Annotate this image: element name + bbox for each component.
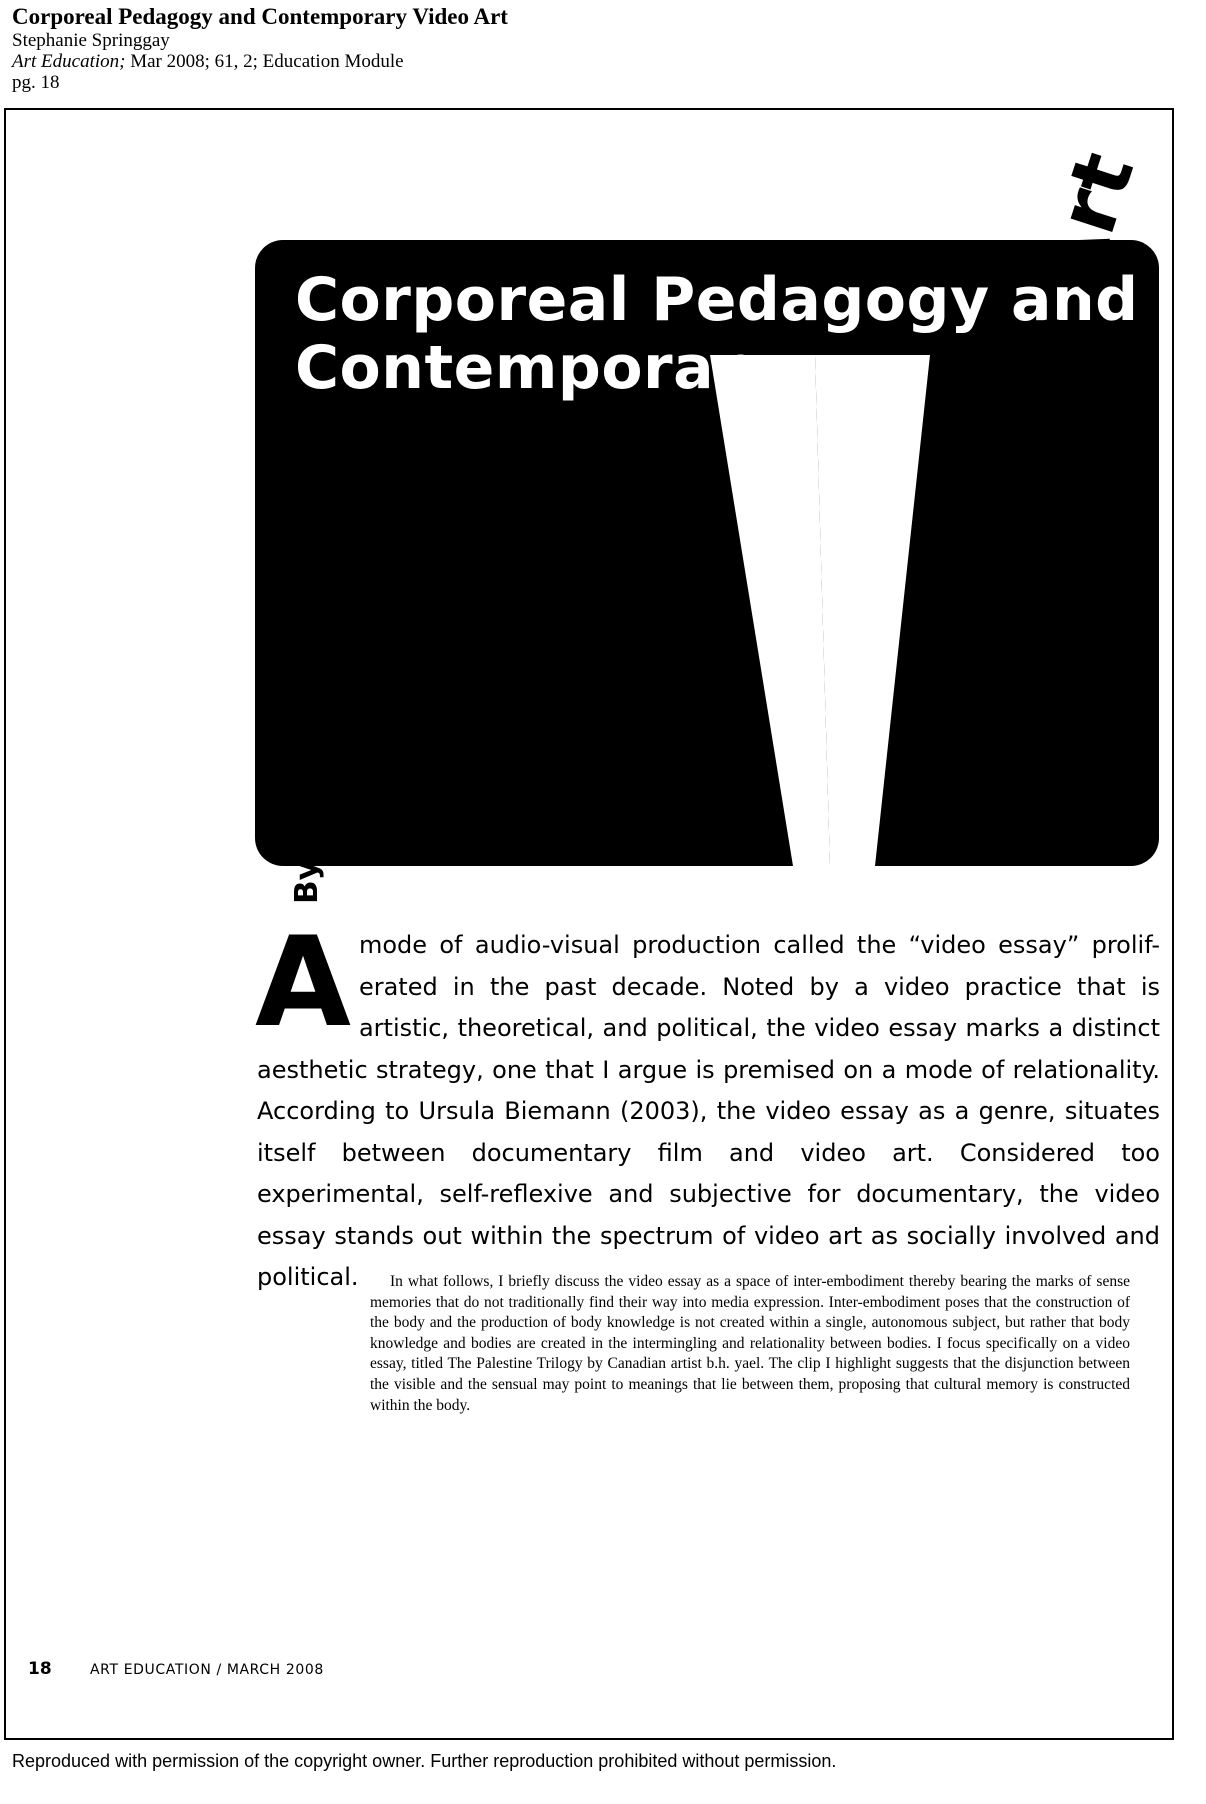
title-video-art: Video Art <box>933 141 1153 572</box>
citation-page: pg. 18 <box>12 72 60 93</box>
lead-text: mode of audio-visual production called the “video essay” prolif-erated in the past decade. Noted by a video practice that is artistic, theoretical, and political, the video essay marks a distinct aesthetic strategy, one that I argue is premised on a mode of relationality. According to Ursula Biemann (2003), the video essay as a genre, situates itself between documentary film and video art. Considered too experimental, self-reflexive and subjective for documentary, the video essay stands out within the spectrum of video art as socially involved and political. <box>257 931 1160 1291</box>
citation-title: Corporeal Pedagogy and Contemporary Video Art <box>12 4 508 29</box>
citation-details: Mar 2008; 61, 2; Education Module <box>130 51 404 72</box>
citation-journal: Art Education; <box>12 51 126 72</box>
article-title-line-2: Contemporary <box>295 333 784 403</box>
drop-cap: A <box>255 911 351 1055</box>
citation-source <box>12 51 508 72</box>
permission-notice: Reproduced with permission of the copyright owner. Further reproduction prohibited without permission. <box>12 1751 837 1771</box>
body-paragraph: In what follows, I briefly discuss the video essay as a space of inter-embodiment thereby bearing the marks of sense memories that do not traditionally find their way into media expression. Inter-embodiment poses that the construction of the body and the production of body knowledge is not created within a single, autonomous subject, but rather that body knowledge and bodies are created in the intermingling and relationality between bodies. I focus specifically on a video essay, titled The Palestine Trilogy by Canadian artist b.h. yael. The clip I highlight suggests that the disjunction between the visible and the sensual may point to meanings that lie between them, proposing that cultural memory is constructed within the body. <box>370 1273 1130 1414</box>
citation-header <box>12 4 508 93</box>
v-right-stroke <box>815 355 930 866</box>
v-left-stroke <box>710 355 830 866</box>
citation-author: Stephanie Springgay <box>12 30 170 51</box>
lead-paragraph <box>255 911 1160 1299</box>
article-title-line-1: Corporeal Pedagogy and <box>295 265 1139 335</box>
running-footer: ART EDUCATION / MARCH 2008 <box>90 1662 324 1678</box>
page-number: 18 <box>28 1659 52 1679</box>
byline: By Stephanie Springgay <box>289 484 325 904</box>
